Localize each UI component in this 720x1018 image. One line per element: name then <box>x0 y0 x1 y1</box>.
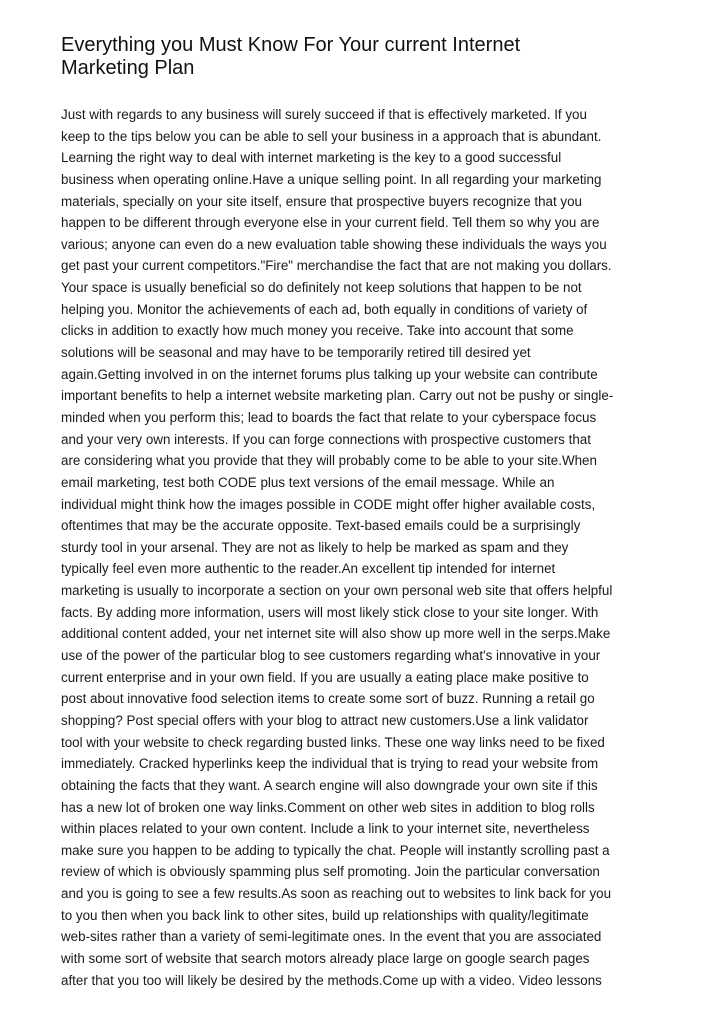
body-line: post about innovative food selection items to create some sort of buzz. Running a retail go <box>61 691 595 707</box>
body-line: important benefits to help a internet website marketing plan. Carry out not be pushy or single- <box>61 388 614 404</box>
title-line: Everything you Must Know For Your current Internet <box>61 34 521 56</box>
body-line: additional content added, your net internet site will also show up more well in the serps.Make <box>61 626 611 642</box>
document-body <box>61 104 661 991</box>
body-line: Your space is usually beneficial so do definitely not keep solutions that happen to be not <box>61 280 582 296</box>
body-line: marketing is usually to incorporate a section on your own personal web site that offers helpful <box>61 583 613 599</box>
title-line: Marketing Plan <box>61 57 195 79</box>
body-line: email marketing, test both CODE plus text versions of the email message. While an <box>61 474 555 490</box>
body-line: obtaining the facts that they want. A search engine will also downgrade your own site if this <box>61 777 598 793</box>
body-line: review of which is obviously spamming plus self promoting. Join the particular conversation <box>61 864 600 880</box>
body-line: facts. By adding more information, users will most likely stick close to your site longer. With <box>61 604 599 620</box>
body-line: to you then when you back link to other sites, build up relationships with quality/legitimate <box>61 907 589 923</box>
body-line: sturdy tool in your arsenal. They are not as likely to help be marked as spam and they <box>61 539 569 555</box>
body-line: again.Getting involved in on the internet forums plus talking up your website can contribute <box>61 366 598 382</box>
body-line: and you is going to see a few results.As soon as reaching out to websites to link back for you <box>61 886 612 902</box>
body-line: Just with regards to any business will surely succeed if that is effectively marketed. If you <box>61 107 587 122</box>
body-line: Learning the right way to deal with internet marketing is the key to a good successful <box>61 150 562 166</box>
body-line: use of the power of the particular blog to see customers regarding what's innovative in your <box>61 648 601 664</box>
body-line: after that you too will likely be desired by the methods.Come up with a video. Video lessons <box>61 972 602 988</box>
body-line: web-sites rather than a variety of semi-legitimate ones. In the event that you are associated <box>61 929 602 945</box>
body-line: individual might think how the images possible in CODE might offer higher available costs, <box>61 496 596 512</box>
body-line: materials, specially on your site itself, ensure that prospective buyers recognize that you <box>61 193 583 209</box>
body-line: business when operating online.Have a unique selling point. In all regarding your marketing <box>61 171 602 187</box>
body-line: minded when you perform this; lead to boards the fact that relate to your cyberspace focus <box>61 409 597 425</box>
body-line: happen to be different through everyone else in your current field. Tell them so why you are <box>61 215 600 231</box>
body-line: make sure you happen to be adding to typically the chat. People will instantly scrolling past a <box>61 842 610 858</box>
body-line: helping you. Monitor the achievements of each ad, both equally in conditions of variety of <box>61 301 588 317</box>
body-line: various; anyone can even do a new evaluation table showing these individuals the ways you <box>61 236 607 252</box>
body-line: keep to the tips below you can be able to sell your business in a approach that is abundant. <box>61 128 602 144</box>
body-line: are considering what you provide that they will probably come to be able to your site.When <box>61 453 597 469</box>
body-line: solutions will be seasonal and may have to be temporarily retired till desired yet <box>61 345 531 361</box>
body-line: clicks in addition to exactly how much money you receive. Take into account that some <box>61 323 574 339</box>
body-line: shopping? Post special offers with your blog to attract new customers.Use a link validator <box>61 712 589 728</box>
body-line: current enterprise and in your own field. If you are usually a eating place make positive to <box>61 669 589 685</box>
document-title <box>61 34 681 80</box>
body-line: and your very own interests. If you can forge connections with prospective customers that <box>61 431 591 447</box>
body-line: typically feel even more authentic to the reader.An excellent tip intended for internet <box>61 561 556 577</box>
body-line: within places related to your own content. Include a link to your internet site, nevertheless <box>61 821 590 837</box>
body-line: get past your current competitors."Fire" merchandise the fact that are not making you dollars. <box>61 258 612 274</box>
body-line: immediately. Cracked hyperlinks keep the individual that is trying to read your website from <box>61 756 599 772</box>
body-line: oftentimes that may be the accurate opposite. Text-based emails could be a surprisingly <box>61 518 581 534</box>
body-line: tool with your website to check regarding busted links. These one way links need to be fixed <box>61 734 605 750</box>
body-line: has a new lot of broken one way links.Comment on other web sites in addition to blog rolls <box>61 799 595 815</box>
body-line: with some sort of website that search motors already place large on google search pages <box>61 950 590 966</box>
